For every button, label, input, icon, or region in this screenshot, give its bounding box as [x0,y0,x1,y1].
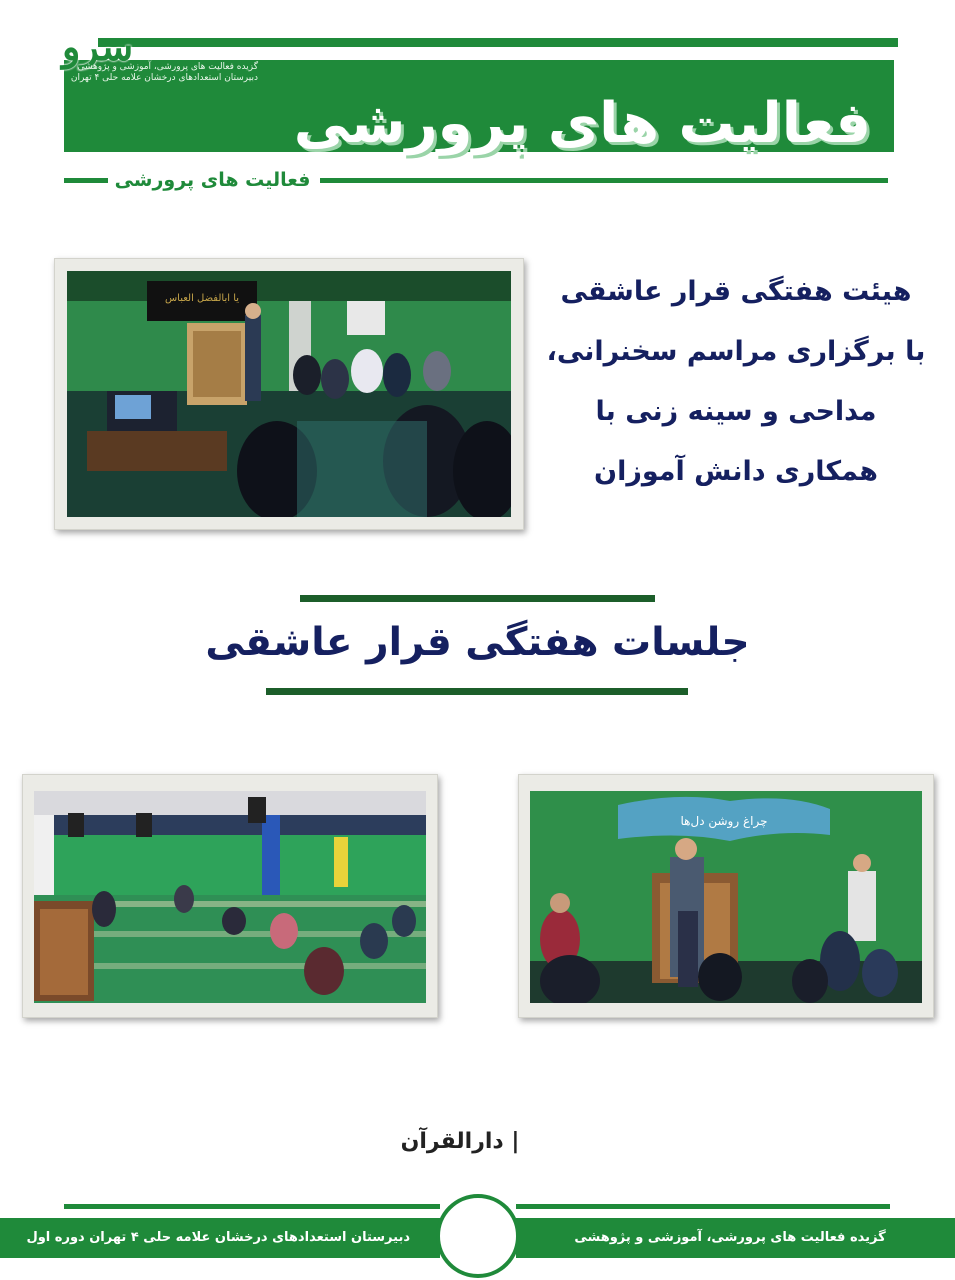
photo-speech-ceremony [54,258,524,530]
footer-rule-right [516,1204,890,1209]
footer-school-name: دبیرستان استعدادهای درخشان علامه حلی ۴ تهران دوره اول [26,1230,410,1245]
page-subtitle: فعالیت های پرورشی [114,169,311,191]
gallery-caption: | دارالقرآن [400,1129,520,1154]
eulogy-photo-illustration [530,791,922,1003]
footer-rule-left [64,1204,440,1209]
header-rule-right [320,178,888,183]
page-title: فعالیت های پرورشی [293,91,871,156]
footer-emblem-circle [436,1194,520,1278]
description-line-4: همکاری دانش آموزان [594,456,878,487]
footer-collection-name: گزیده فعالیت های پرورشی، آموزشی و پژوهشی [574,1230,886,1245]
brand-tagline [70,62,258,84]
brand-tagline-line2: دبیرستان استعدادهای درخشان علامه حلی ۴ تهران [70,73,258,83]
section-rule-top [300,595,655,602]
activity-description [542,262,930,502]
photo-speech-ceremony-image [67,271,511,517]
photo-prayer-hall-image [34,791,426,1003]
ceremony-banner-text: یا ابالفضل العباس [164,293,240,304]
ceremony-photo-illustration [67,271,511,517]
description-line-3: مداحی و سینه زنی با [595,396,877,427]
photo-eulogy-session-image [530,791,922,1003]
header-rule-left [64,178,108,183]
photo-eulogy-session [518,774,934,1018]
description-line-1: هیئت هفتگی قرار عاشقی [560,276,912,307]
section-title: جلسات هفتگی قرار عاشقی [205,620,750,665]
section-rule-bottom [266,688,688,695]
brand-tagline-line1: گزیده فعالیت های پرورشی، آموزشی و پژوهشی [77,62,258,72]
prayer-hall-photo-illustration [34,791,426,1003]
description-line-2: با برگزاری مراسم سخنرانی، [546,336,926,367]
eulogy-banner-text: چراغ روشن دل‌ها [680,814,768,828]
brand-logo: سرو [62,24,134,69]
photo-prayer-hall [22,774,438,1018]
